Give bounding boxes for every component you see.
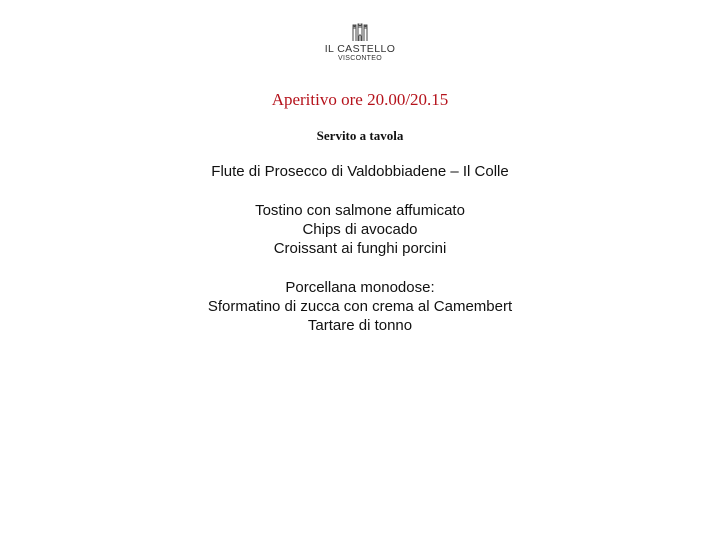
menu-item-croissant: Croissant ai funghi porcini: [273, 240, 447, 257]
menu-item-tostino: Tostino con salmone affumicato: [255, 202, 465, 219]
menu-item-prosecco: Flute di Prosecco di Valdobbiadene – Il Colle: [211, 163, 509, 180]
menu-item-tartare: Tartare di tonno: [307, 317, 413, 334]
logo-subname: VISCONTEO: [338, 55, 382, 62]
castle-tower-icon: [350, 22, 370, 42]
logo-name: IL CASTELLO: [324, 43, 396, 55]
menu-subtitle: Servito a tavola: [316, 128, 404, 143]
menu-section-porcellana: Porcellana monodose:: [285, 279, 435, 296]
menu-title: Aperitivo ore 20.00/20.15: [271, 90, 449, 109]
menu-item-sformatino: Sformatino di zucca con crema al Camembert: [207, 298, 513, 315]
menu-item-chips: Chips di avocado: [302, 221, 418, 238]
logo: [310, 22, 410, 74]
